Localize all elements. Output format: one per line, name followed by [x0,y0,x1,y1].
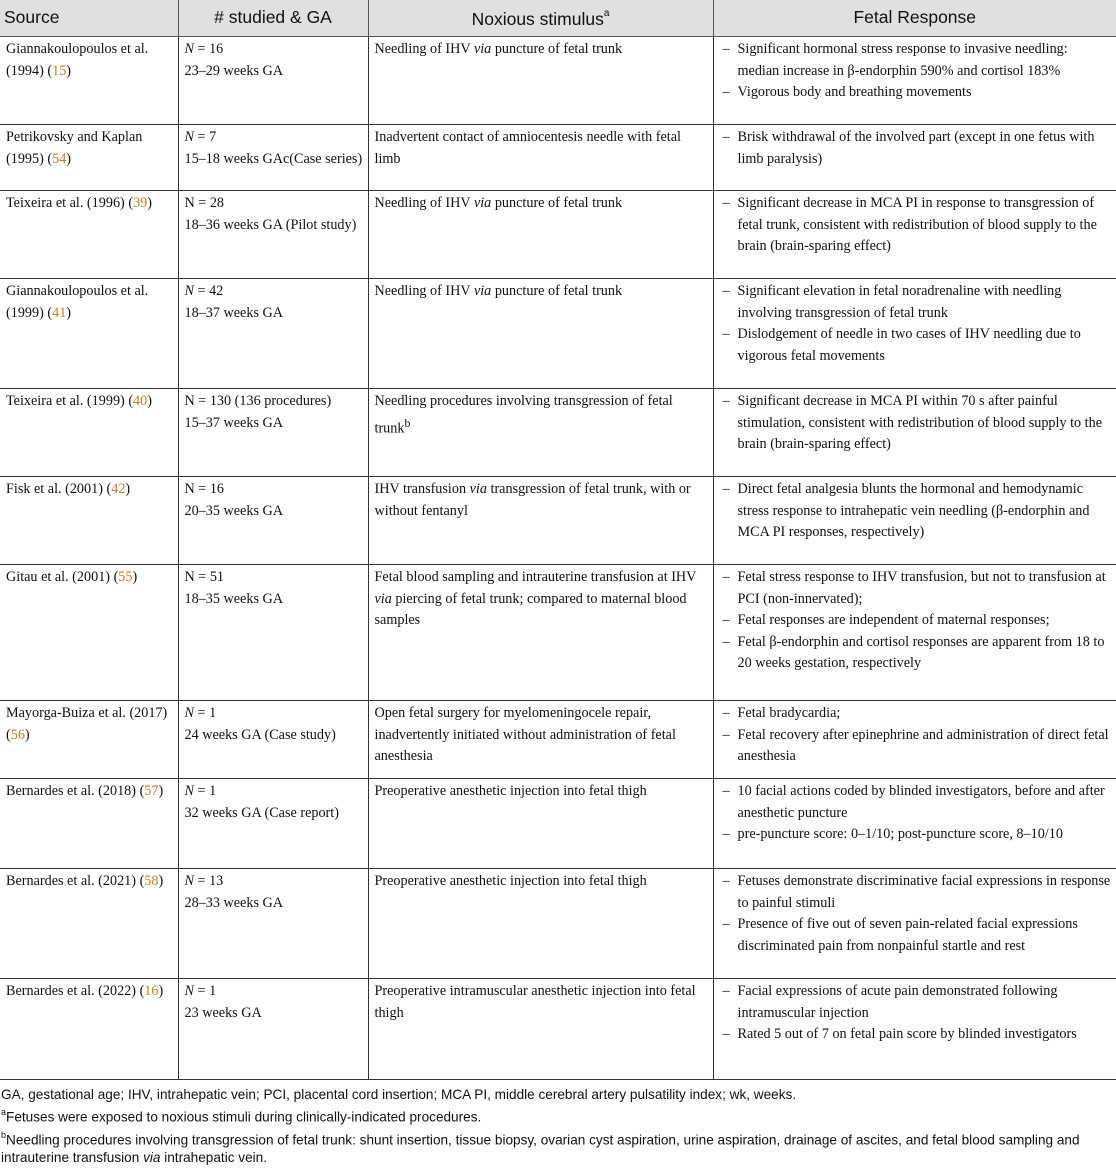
reference-link[interactable]: 58 [144,873,159,889]
stimulus-text: IHV transfusion [374,481,470,497]
sample-size [185,127,364,149]
cell-fetal-response [713,979,1116,1080]
cell-noxious-stimulus [368,191,713,279]
cell-source: Gitau et al. (2001) (55) [0,565,178,701]
response-item [720,1024,1113,1046]
footnote-mark-b: b [404,415,411,430]
cell-studied-ga [178,389,368,477]
sample-size-n: N [184,983,194,999]
cell-source: Fisk et al. (2001) (42) [0,477,178,565]
cell-source: Mayorga-Buiza et al. (2017) (56) [0,701,178,779]
gestational-age: 18–36 weeks GA (Pilot study) [184,216,357,233]
table-header [0,0,1116,37]
source-text: Teixeira et al. (1996) [6,195,125,211]
cell-noxious-stimulus [368,389,713,477]
response-item [720,703,1113,725]
dash-bullet: – [722,326,730,342]
table-row [0,979,1116,1080]
table-row [0,565,1116,701]
response-item [720,610,1113,632]
response-text: Fetal β-endorphin and cortisol responses are apparent from 18 to 20 weeks gestation, respectively [737,633,1105,671]
response-item [720,391,1113,456]
reference-link[interactable]: 39 [133,195,148,211]
response-text: Fetal bradycardia; [737,705,841,721]
cell-source: Bernardes et al. (2018) (57) [0,779,178,869]
response-text: Direct fetal analgesia blunts the hormonal and hemodynamic stress response to intrahepatic vein needling (β-endorphin and MCA PI responses, respectively) [737,481,1090,540]
response-item [720,193,1113,258]
reference-link[interactable]: 16 [144,983,159,999]
response-text: Facial expressions of acute pain demonstrated following intramuscular injection [737,983,1058,1021]
response-item [720,824,1113,846]
cell-studied-ga [178,869,368,979]
response-item [720,781,1113,824]
cell-studied-ga [178,565,368,701]
response-text: Vigorous body and breathing movements [737,84,972,100]
dash-bullet: – [722,41,730,57]
cell-studied-ga [178,37,368,125]
cell-noxious-stimulus [368,869,713,979]
source-text: Bernardes et al. (2022) [6,983,137,999]
response-item [720,82,1113,104]
cell-studied-ga [178,279,368,389]
dash-bullet: – [722,783,730,799]
gestational-age: 18–35 weeks GA [184,590,284,607]
stimulus-text: via [473,195,492,211]
response-item [720,127,1113,170]
sample-size-value: = 1 [193,705,217,721]
stimulus-text: piercing of fetal trunk; compared to maternal blood samples [374,590,687,628]
cell-fetal-response [713,701,1116,779]
sample-size [185,781,364,803]
footnote-a [1,1104,1116,1127]
response-text: Significant decrease in MCA PI in response to transgression of fetal trunk, consistent with redistribution of blood supply to the brain (brain-sparing effect) [737,195,1097,254]
footnote-mark-a: a [603,8,610,20]
sample-size [185,981,364,1003]
table-row [0,389,1116,477]
cell-fetal-response [713,565,1116,701]
dash-bullet: – [722,1026,730,1042]
reference-link[interactable]: 57 [144,783,159,799]
sample-size [185,871,364,893]
cell-fetal-response [713,869,1116,979]
reference-link[interactable]: 54 [52,150,67,167]
cell-noxious-stimulus [368,701,713,779]
stimulus-text: via [473,283,492,299]
stimulus-text: puncture of fetal trunk [491,283,623,299]
footnote-a-text: Fetuses were exposed to noxious stimuli during clinically-indicated procedures. [6,1109,482,1125]
stimulus-text: transgression of fetal trunk, with or without fentanyl [374,481,691,519]
response-item [720,725,1113,768]
response-item [720,479,1113,544]
response-item [720,871,1113,914]
header-studied-ga: # studied & GA [178,0,368,37]
cell-fetal-response [713,477,1116,565]
response-text: Fetal responses are independent of maternal responses; [737,612,1050,628]
dash-bullet: – [722,481,730,497]
gestational-age: 23–29 weeks GA [184,62,284,79]
sample-size-value: N = 16 [184,481,225,497]
cell-fetal-response [713,37,1116,125]
response-item [720,914,1113,957]
gestational-age: 28–33 weeks GA [184,894,284,911]
sample-size-value: = 1 [193,783,217,799]
response-item [720,567,1113,610]
footnote-b-text: Needling procedures involving transgression of fetal trunk: shunt insertion, tissue biopsy, ovarian cyst aspiration, urine aspiration, drainage of ascites, and fetal blood sampling and intrauterine transfusion [1,1132,1080,1166]
dash-bullet: – [722,84,730,100]
sample-size-value: N = 28 [184,195,225,211]
cell-source: Giannakoulopoulos et al. (1994) (15) [0,37,178,125]
response-text: Rated 5 out of 7 on fetal pain score by blinded investigators [737,1026,1077,1042]
response-text: Brisk withdrawal of the involved part (except in one fetus with limb paralysis) [737,129,1095,167]
source-text: Fisk et al. (2001) [6,481,103,497]
reference-link[interactable]: 56 [10,726,25,743]
dash-bullet: – [722,633,730,650]
response-text: Significant hormonal stress response to invasive needling: median increase in β-endorphin 590% and cortisol 183% [737,41,1068,79]
reference-link[interactable]: 40 [133,393,148,409]
cell-noxious-stimulus [368,779,713,869]
response-text: Significant decrease in MCA PI within 70 s after painful stimulation, consistent with redistribution of blood supply to the brain (brain-sparing effect) [737,393,1103,452]
source-text: Mayorga-Buiza et al. (2017) [6,705,168,721]
stimulus-text: via [473,41,492,57]
cell-source: Petrikovsky and Kaplan (1995) (54) [0,125,178,191]
cell-studied-ga [178,979,368,1080]
cell-noxious-stimulus [368,37,713,125]
sample-size [185,391,364,413]
table-row [0,125,1116,191]
cell-studied-ga [178,779,368,869]
stimulus-text: Preoperative anesthetic injection into fetal thigh [374,783,647,799]
reference-link[interactable]: 42 [111,481,126,497]
cell-noxious-stimulus [368,565,713,701]
cell-noxious-stimulus [368,279,713,389]
source-text: Bernardes et al. (2021) [6,873,137,889]
dash-bullet: – [722,826,730,842]
response-text: Fetal stress response to IHV transfusion, but not to transfusion at PCI (non-innervated); [737,569,1106,607]
dash-bullet: – [722,569,730,585]
dash-bullet: – [722,726,730,743]
dash-bullet: – [722,283,730,299]
sample-size [185,193,364,215]
table-body [0,37,1116,1080]
response-text: pre-puncture score: 0–1/10; post-puncture score, 8–10/10 [737,826,1063,842]
cell-fetal-response [713,389,1116,477]
cell-studied-ga [178,125,368,191]
cell-source: Teixeira et al. (1996) (39) [0,191,178,279]
sample-size-n: N [184,705,194,721]
cell-source: Bernardes et al. (2021) (58) [0,869,178,979]
response-item [720,632,1113,675]
dash-bullet: – [722,129,730,145]
cell-studied-ga [178,191,368,279]
gestational-age: 20–35 weeks GA [184,502,284,519]
stimulus-text: Fetal blood sampling and intrauterine transfusion at IHV [374,569,697,585]
stimulus-text: Needling of IHV [374,195,474,211]
dash-bullet: – [722,873,730,889]
cell-noxious-stimulus [368,125,713,191]
dash-bullet: – [722,916,730,932]
gestational-age: 32 weeks GA (Case report) [184,804,339,821]
stimulus-text: Preoperative intramuscular anesthetic injection into fetal thigh [374,983,696,1021]
dash-bullet: – [722,612,730,628]
cell-fetal-response [713,125,1116,191]
table-row [0,37,1116,125]
source-text: Giannakoulopoulos et al. (1999) [6,283,149,321]
source-text: Teixeira et al. (1999) [6,393,125,409]
cell-studied-ga [178,701,368,779]
stimulus-text: Inadvertent contact of amniocentesis needle with fetal limb [374,129,681,167]
stimulus-text: Needling of IHV [374,41,474,57]
sample-size [185,281,364,303]
table-row [0,779,1116,869]
source-text: Bernardes et al. (2018) [6,783,137,799]
table-row [0,191,1116,279]
stimulus-text: via [469,481,487,497]
sample-size-n: N [184,129,194,145]
cell-fetal-response [713,279,1116,389]
source-text: Petrikovsky and Kaplan (1995) [6,129,143,167]
stimulus-text: puncture of fetal trunk [491,41,623,57]
stimulus-text: Preoperative anesthetic injection into fetal thigh [374,873,647,889]
response-text: Dislodgement of needle in two cases of IHV needling due to vigorous fetal movements [737,326,1081,364]
footnote-b [1,1127,1116,1168]
cell-noxious-stimulus [368,477,713,565]
gestational-age: 24 weeks GA (Case study) [184,726,336,743]
response-item [720,39,1113,82]
reference-link[interactable]: 15 [52,62,67,79]
table-row [0,701,1116,779]
sample-size [185,567,364,589]
stimulus-text: Needling procedures involving transgression of fetal trunk [374,393,673,437]
cell-noxious-stimulus [368,979,713,1080]
header-source: Source [0,0,178,37]
response-item [720,281,1113,324]
sample-size-value: = 42 [193,283,224,299]
dash-bullet: – [722,393,730,409]
sample-size [185,39,364,61]
sample-size-n: N [184,783,194,799]
stimulus-text: Open fetal surgery for myelomeningocele repair, inadvertently initiated without administration of fetal anesthesia [374,705,676,764]
dash-bullet: – [722,195,730,211]
response-text: Fetal recovery after epinephrine and administration of direct fetal anesthesia [737,726,1109,764]
table-row [0,279,1116,389]
response-text: Significant elevation in fetal noradrenaline with needling involving transgression of fetal trunk [737,283,1062,321]
dash-bullet: – [722,705,730,721]
response-text: Presence of five out of seven pain-related facial expressions discriminated pain from nonpainful startle and rest [737,916,1078,954]
table-row [0,477,1116,565]
cell-source: Teixeira et al. (1999) (40) [0,389,178,477]
sample-size-n: N [184,873,194,889]
gestational-age: 15–37 weeks GA [184,414,284,431]
gestational-age: 18–37 weeks GA [184,304,284,321]
header-noxious-stimulus: Noxious stimulus$^a$ [368,0,713,37]
sample-size [185,703,364,725]
response-text: 10 facial actions coded by blinded investigators, before and after anesthetic puncture [737,783,1105,821]
gestational-age: 23 weeks GA [184,1004,262,1021]
response-text: Fetuses demonstrate discriminative facial expressions in response to painful stimuli [737,873,1111,911]
sample-size-value: = 7 [193,129,217,145]
reference-link[interactable]: 41 [52,304,67,321]
dash-bullet: – [722,983,730,999]
response-item [720,324,1113,367]
sample-size-value: N = 130 (136 procedures) [184,393,332,409]
source-text: Giannakoulopoulos et al. (1994) [6,41,149,79]
footnote-b-mark: b [1,1129,7,1140]
cell-studied-ga [178,477,368,565]
cell-source: Giannakoulopoulos et al. (1999) (41) [0,279,178,389]
footnote-abbreviations: GA, gestational age; IHV, intrahepatic vein; PCI, placental cord insertion; MCA PI, middle cerebral artery pulsatility index; wk, weeks. [1,1087,797,1102]
table-footnotes [0,1080,1116,1167]
cell-fetal-response [713,779,1116,869]
cell-fetal-response [713,191,1116,279]
cell-source: Bernardes et al. (2022) (16) [0,979,178,1080]
table-row [0,869,1116,979]
header-fetal-response: Fetal Response [713,0,1116,37]
sample-size-value: = 16 [193,41,224,57]
reference-link[interactable]: 55 [118,569,133,585]
gestational-age: 15–18 weeks GAc(Case series) [184,150,363,167]
stimulus-text: puncture of fetal trunk [491,195,623,211]
sample-size-value: = 13 [193,873,224,889]
sample-size-value: N = 51 [184,569,225,585]
footnote-a-mark: a [1,1107,7,1117]
source-text: Gitau et al. (2001) [6,569,111,585]
sample-size-n: N [184,41,194,57]
sample-size [185,479,364,501]
stimulus-text: Needling of IHV [374,283,474,299]
footnote-b-via: via [143,1150,161,1166]
footnote-b-text-end: intrahepatic vein. [160,1150,267,1166]
response-item [720,981,1113,1024]
stimulus-text: via [374,590,392,607]
sample-size-n: N [184,283,194,299]
sample-size-value: = 1 [193,983,217,999]
